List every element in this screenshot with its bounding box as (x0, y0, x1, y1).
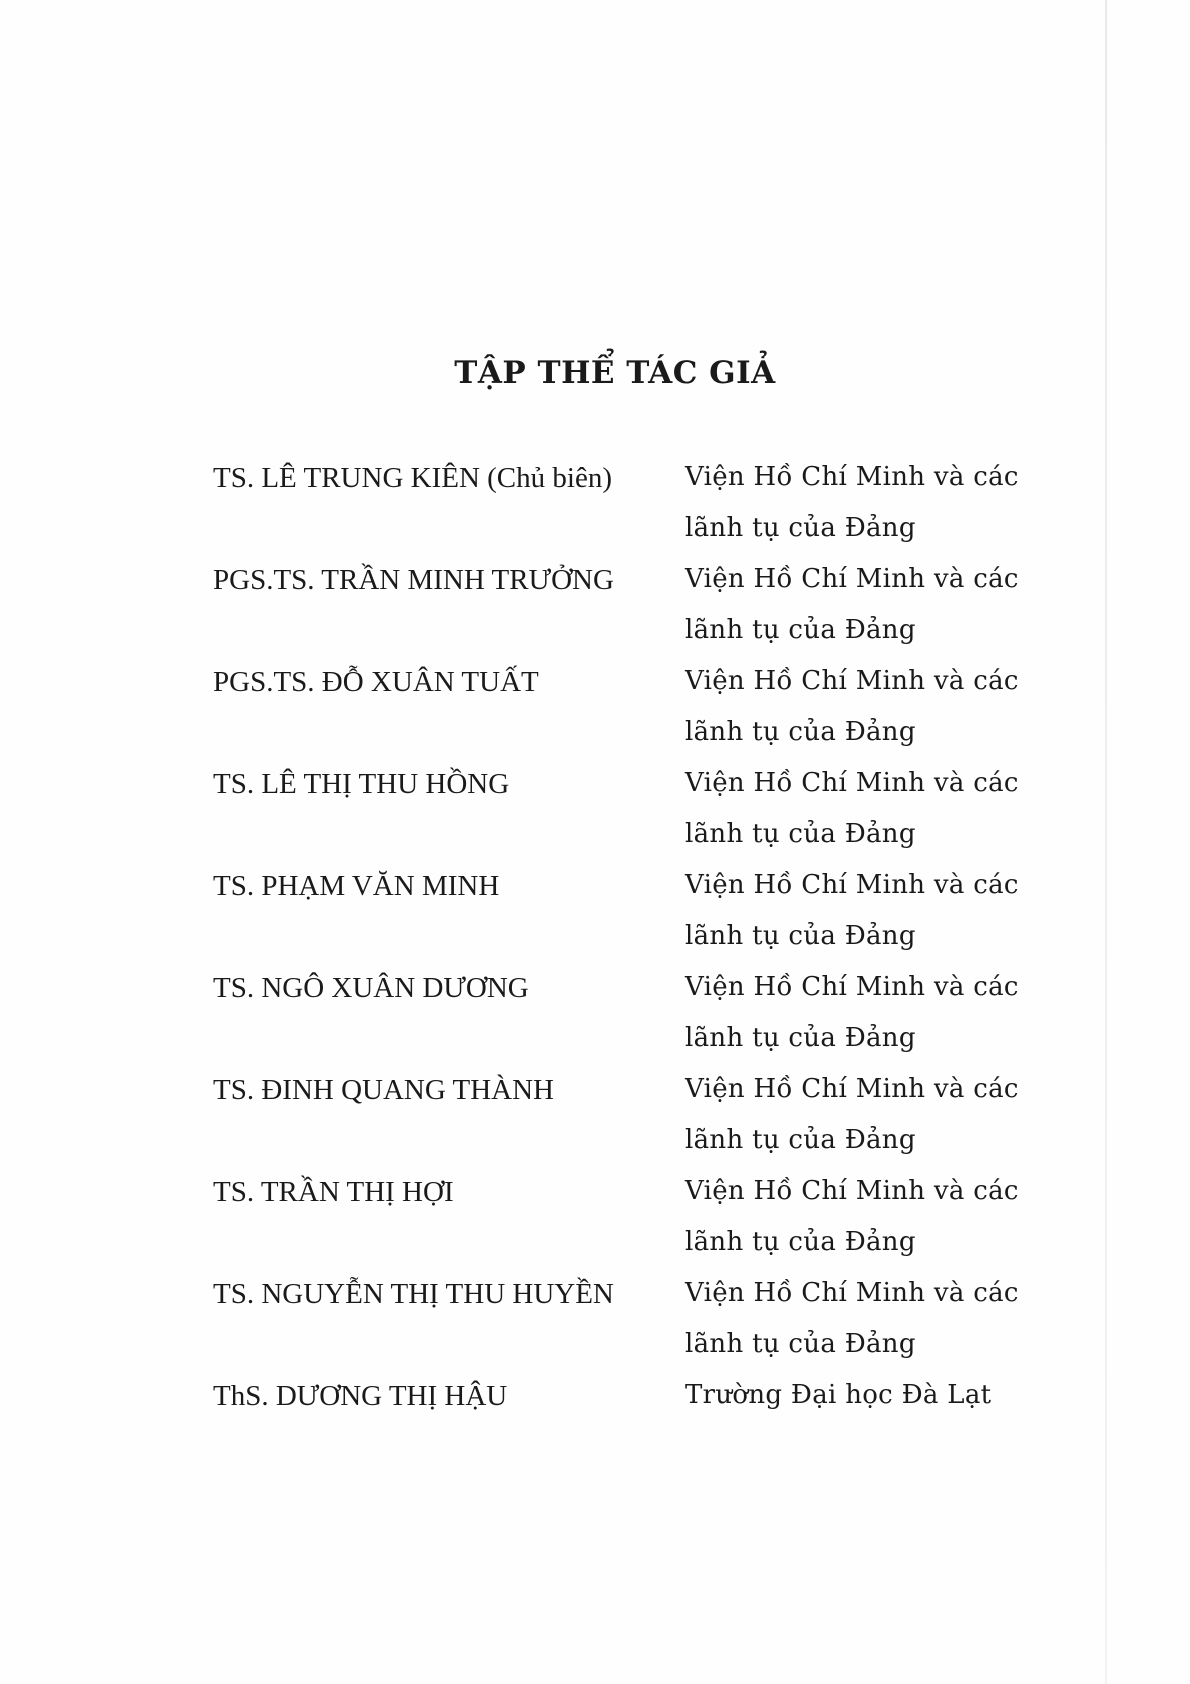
author-name: ThS. DƯƠNG THỊ HẬU (213, 1380, 508, 1412)
affiliation-line: Viện Hồ Chí Minh và các (685, 972, 1019, 1002)
affiliation-line: Viện Hồ Chí Minh và các (685, 1074, 1019, 1104)
affiliation-line: lãnh tụ của Đảng (685, 513, 916, 543)
affiliation-line: lãnh tụ của Đảng (685, 819, 916, 849)
affiliation-line: lãnh tụ của Đảng (685, 1125, 916, 1155)
author-row (213, 554, 1073, 656)
author-row (213, 860, 1073, 962)
affiliation-line: lãnh tụ của Đảng (685, 921, 916, 951)
author-name: TS. NGUYỄN THỊ THU HUYỀN (213, 1278, 614, 1310)
author-row (213, 962, 1073, 1064)
affiliation-line: Viện Hồ Chí Minh và các (685, 462, 1019, 492)
author-affiliation (685, 554, 1045, 656)
author-row (213, 1064, 1073, 1166)
affiliation-line: lãnh tụ của Đảng (685, 717, 916, 747)
author-affiliation (685, 962, 1045, 1064)
author-affiliation (685, 860, 1045, 962)
author-affiliation (685, 1268, 1045, 1370)
affiliation-line: Viện Hồ Chí Minh và các (685, 1278, 1019, 1308)
affiliation-line: Viện Hồ Chí Minh và các (685, 666, 1019, 696)
author-name: TS. PHẠM VĂN MINH (213, 870, 500, 902)
author-name: PGS.TS. TRẦN MINH TRƯỞNG (213, 564, 614, 596)
author-name: TS. TRẦN THỊ HỢI (213, 1176, 454, 1208)
author-row (213, 1166, 1073, 1268)
author-affiliation (685, 1064, 1045, 1166)
author-name: TS. LÊ TRUNG KIÊN (Chủ biên) (213, 462, 612, 494)
author-row (213, 656, 1073, 758)
author-row (213, 452, 1073, 554)
page-edge-line (1105, 0, 1107, 1684)
author-affiliation (685, 452, 1045, 554)
author-affiliation (685, 1166, 1045, 1268)
affiliation-line: Viện Hồ Chí Minh và các (685, 870, 1019, 900)
author-row (213, 1370, 1073, 1471)
author-affiliation (685, 656, 1045, 758)
affiliation-line: lãnh tụ của Đảng (685, 1227, 916, 1257)
affiliation-line: lãnh tụ của Đảng (685, 1023, 916, 1053)
author-name: PGS.TS. ĐỖ XUÂN TUẤT (213, 666, 539, 698)
author-affiliation (685, 1370, 1045, 1421)
author-name: TS. NGÔ XUÂN DƯƠNG (213, 972, 529, 1004)
author-list (213, 452, 1073, 1471)
author-name: TS. ĐINH QUANG THÀNH (213, 1074, 555, 1106)
affiliation-line: Viện Hồ Chí Minh và các (685, 768, 1019, 798)
author-name: TS. LÊ THỊ THU HỒNG (213, 768, 510, 800)
affiliation-line: Viện Hồ Chí Minh và các (685, 564, 1019, 594)
page-title: TẬP THỂ TÁC GIẢ (454, 355, 776, 391)
affiliation-line: Trường Đại học Đà Lạt (685, 1380, 992, 1410)
affiliation-line: Viện Hồ Chí Minh và các (685, 1176, 1019, 1206)
author-affiliation (685, 758, 1045, 860)
author-row (213, 1268, 1073, 1370)
author-row (213, 758, 1073, 860)
affiliation-line: lãnh tụ của Đảng (685, 1329, 916, 1359)
affiliation-line: lãnh tụ của Đảng (685, 615, 916, 645)
